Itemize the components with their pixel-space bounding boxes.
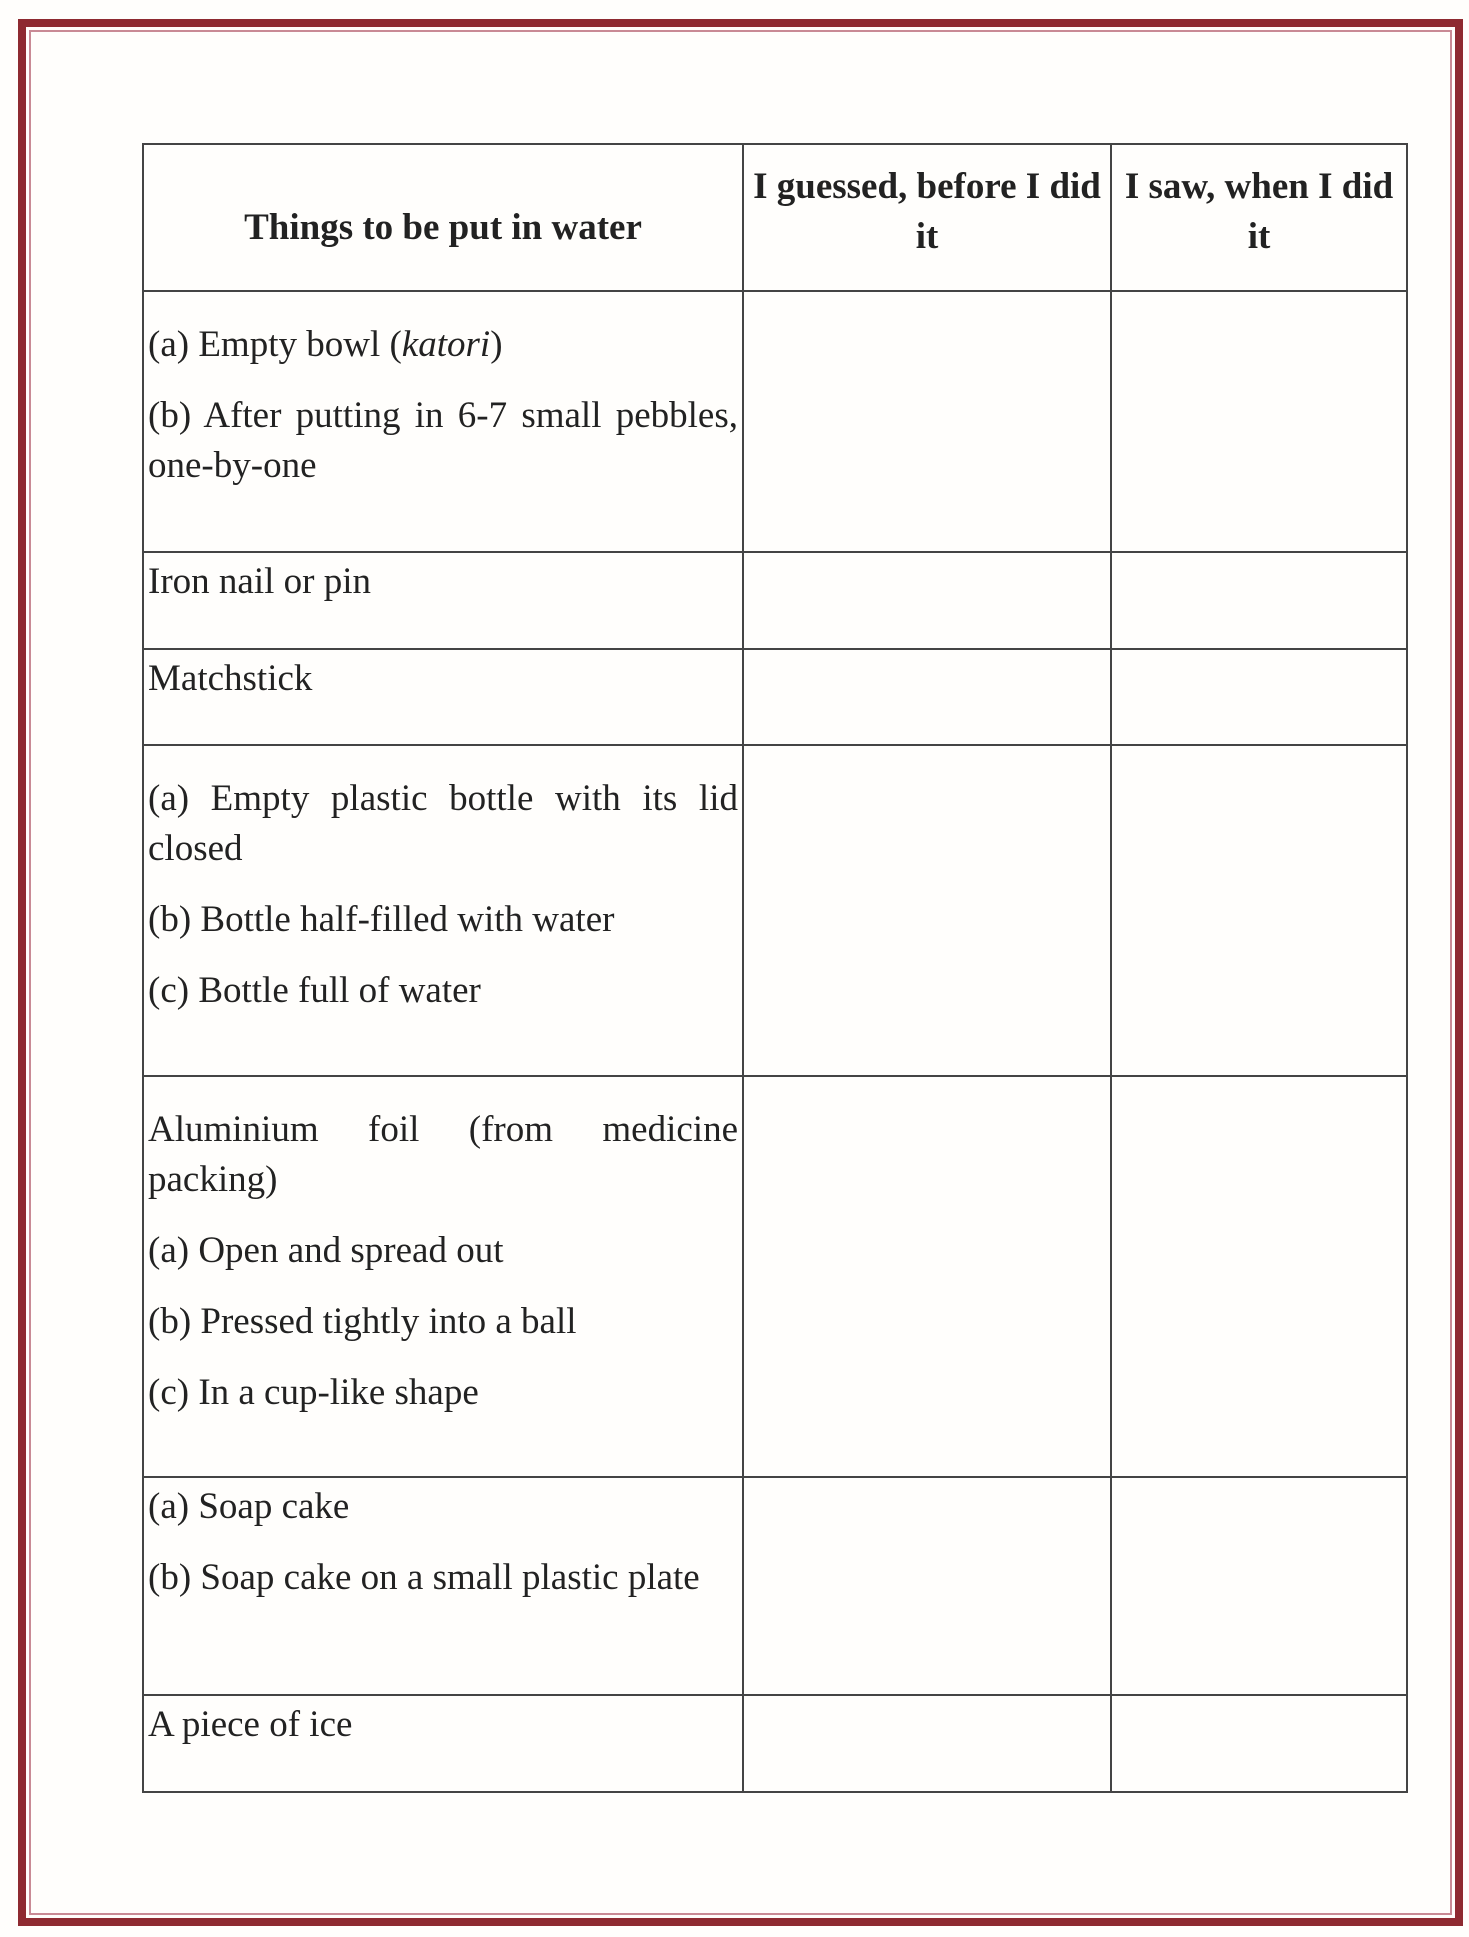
header-saw: I saw, when I did it bbox=[1111, 144, 1407, 291]
item-text: (c) In a cup-like shape bbox=[148, 1372, 479, 1413]
guess-cell[interactable] bbox=[743, 291, 1111, 552]
item-text: (c) Bottle full of water bbox=[148, 970, 481, 1011]
item-text: (a) Open and spread out bbox=[148, 1230, 504, 1271]
table-row bbox=[143, 745, 1407, 1076]
thing-item bbox=[148, 557, 738, 607]
observation-table bbox=[142, 143, 1408, 1793]
thing-item bbox=[148, 1700, 738, 1750]
guess-cell[interactable] bbox=[743, 1695, 1111, 1792]
thing-cell bbox=[143, 552, 743, 649]
thing-item bbox=[148, 1368, 738, 1418]
thing-cell bbox=[143, 1076, 743, 1477]
item-text: (b) Pressed tightly into a ball bbox=[148, 1301, 577, 1342]
thing-item bbox=[148, 391, 738, 491]
thing-cell bbox=[143, 1695, 743, 1792]
saw-cell[interactable] bbox=[1111, 552, 1407, 649]
guess-cell[interactable] bbox=[743, 745, 1111, 1076]
header-things: Things to be put in water bbox=[143, 144, 743, 291]
item-text: (a) Soap cake bbox=[148, 1486, 350, 1527]
thing-item bbox=[148, 966, 738, 1016]
thing-item bbox=[148, 320, 738, 370]
item-text: A piece of ice bbox=[148, 1704, 353, 1745]
thing-cell bbox=[143, 745, 743, 1076]
guess-cell[interactable] bbox=[743, 649, 1111, 745]
item-text: Aluminium foil (from medicine packing) bbox=[148, 1109, 738, 1200]
table-row bbox=[143, 1695, 1407, 1792]
thing-cell bbox=[143, 291, 743, 552]
saw-cell[interactable] bbox=[1111, 1076, 1407, 1477]
header-row bbox=[143, 144, 1407, 291]
guess-cell[interactable] bbox=[743, 1076, 1111, 1477]
saw-cell[interactable] bbox=[1111, 649, 1407, 745]
saw-cell[interactable] bbox=[1111, 1695, 1407, 1792]
table-row bbox=[143, 291, 1407, 552]
item-text: Matchstick bbox=[148, 658, 313, 699]
guess-cell[interactable] bbox=[743, 1477, 1111, 1695]
saw-cell[interactable] bbox=[1111, 291, 1407, 552]
saw-cell[interactable] bbox=[1111, 745, 1407, 1076]
item-text: Iron nail or pin bbox=[148, 561, 371, 602]
item-text-after: ) bbox=[490, 324, 503, 365]
item-text: (b) After putting in 6-7 small pebbles, one-by-one bbox=[148, 395, 738, 486]
thing-item bbox=[148, 1297, 738, 1347]
item-text: (a) Empty bowl ( bbox=[148, 324, 402, 365]
item-text: (b) Bottle half-filled with water bbox=[148, 899, 615, 940]
thing-cell bbox=[143, 649, 743, 745]
thing-item bbox=[148, 1226, 738, 1276]
saw-cell[interactable] bbox=[1111, 1477, 1407, 1695]
table-row bbox=[143, 1076, 1407, 1477]
thing-item bbox=[148, 1482, 738, 1532]
thing-item bbox=[148, 774, 738, 874]
thing-item bbox=[148, 654, 738, 704]
table-row bbox=[143, 1477, 1407, 1695]
table-row bbox=[143, 552, 1407, 649]
guess-cell[interactable] bbox=[743, 552, 1111, 649]
item-text: (b) Soap cake on a small plastic plate bbox=[148, 1557, 700, 1598]
thing-item bbox=[148, 1553, 738, 1603]
thing-cell bbox=[143, 1477, 743, 1695]
header-guessed: I guessed, before I did it bbox=[743, 144, 1111, 291]
item-emphasis: katori bbox=[401, 324, 491, 365]
item-text: (a) Empty plastic bottle with its lid closed bbox=[148, 778, 738, 869]
thing-item bbox=[148, 1105, 738, 1205]
thing-item bbox=[148, 895, 738, 945]
table-row bbox=[143, 649, 1407, 745]
